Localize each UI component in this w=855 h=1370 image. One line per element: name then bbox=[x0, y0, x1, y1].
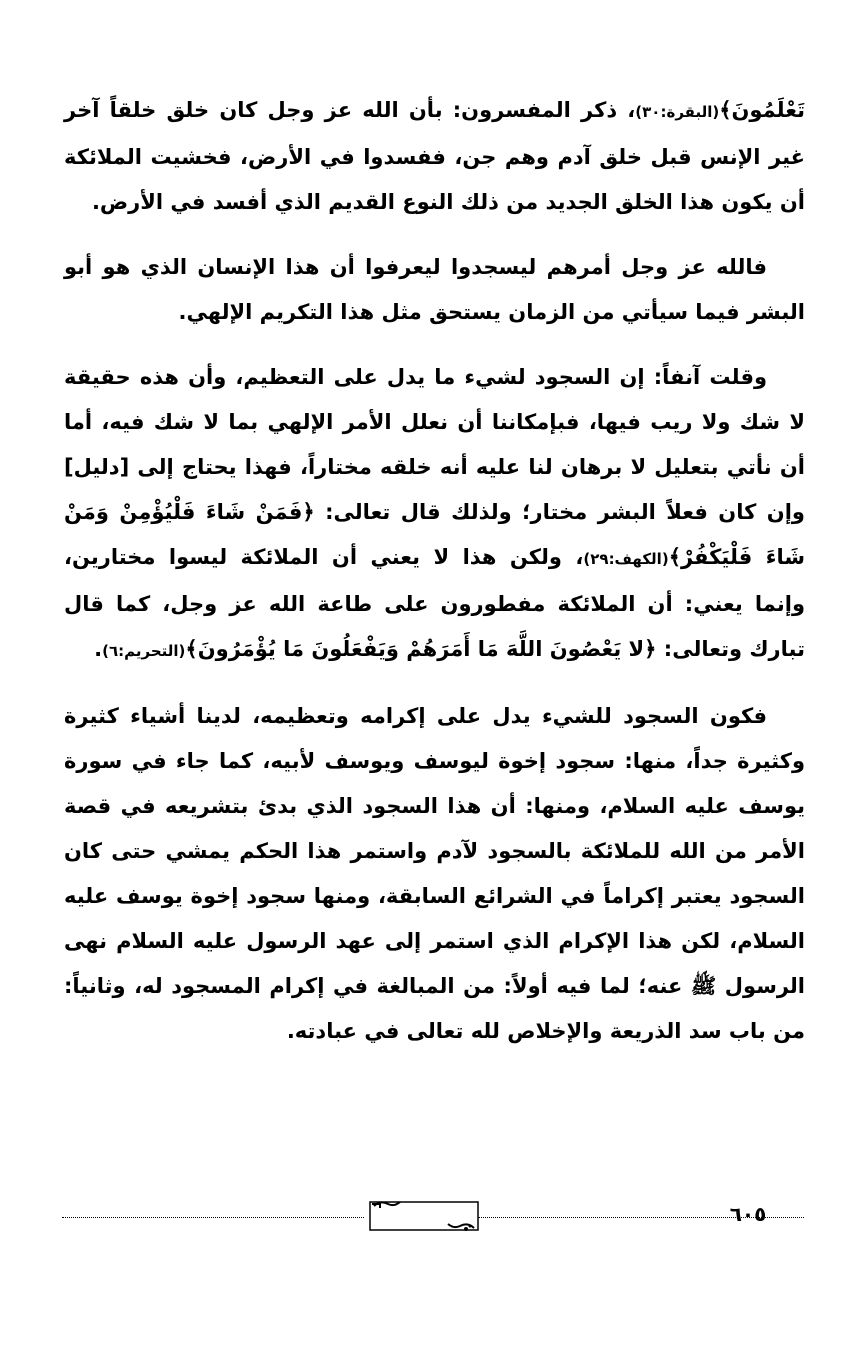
page-number: ٦٠٥ bbox=[729, 1202, 767, 1226]
verse-reference: (الكهف:٢٩) bbox=[583, 550, 669, 568]
paragraph bbox=[64, 88, 805, 225]
ornament-frame-icon bbox=[368, 1198, 480, 1234]
paragraph bbox=[64, 694, 805, 1054]
paragraph-text: ، ولكن هذا لا يعني أن الملائكة ليسوا مختارين، وإنما يعني: أن الملائكة مفطورون على طاعة الله عز وجل، كما قال تبارك وتعالى: bbox=[64, 545, 805, 661]
body-text bbox=[64, 88, 805, 1074]
paragraph-text: . bbox=[94, 637, 103, 661]
quran-verse: تَعْلَمُونَ﴾ bbox=[719, 98, 805, 122]
paragraph-text: فكون السجود للشيء يدل على إكرامه وتعظيمه، لدينا أشياء كثيرة وكثيرة جداً، منها: سجود إخوة ليوسف ويوسف لأبيه، كما جاء في سورة يوسف عليه السلام، ومنها: أن هذا السجود الذي بدئ بتشريعه في قصة الأمر من الله للملائكة بالسجود لآدم واستمر هذا الحكم يمشي حتى كان السجود يعتبر إكراماً في الشرائع السابقة، ومنها سجود إخوة يوسف عليه السلام، لكن هذا الإكرام الذي استمر إلى عهد الرسول عليه السلام نهى الرسول ﷺ عنه؛ لما فيه أولاً: من المبالغة في إكرام المسجود له، وثانياً: من باب سد الذريعة والإخلاص لله تعالى في عبادته. bbox=[64, 704, 805, 1043]
quran-verse: ﴿فَمَنْ شَاءَ فَلْيُؤْمِنْ وَمَنْ شَاءَ فَلْيَكْفُرْ﴾ bbox=[64, 500, 805, 569]
paragraph bbox=[64, 245, 805, 335]
verse-reference: (التحريم:٦) bbox=[102, 642, 186, 660]
paragraph-text: وقلت آنفاً: إن السجود لشيء ما يدل على التعظيم، وأن هذه حقيقة لا شك ولا ريب فيها، فبإمكاننا أن نعلل الأمر الإلهي بما لا شك فيه، أما أن نأتي بتعليل لا برهان لنا عليه أنه خلقه مختاراً، فهذا يحتاج إلى [دليل] وإن كان فعلاً البشر مختار؛ ولذلك قال تعالى: bbox=[64, 365, 805, 524]
paragraph bbox=[64, 355, 805, 674]
paragraph-text: فالله عز وجل أمرهم ليسجدوا ليعرفوا أن هذا الإنسان الذي هو أبو البشر فيما سيأتي من الزمان يستحق مثل هذا التكريم الإلهي. bbox=[64, 255, 805, 324]
quran-verse: ﴿لا يَعْصُونَ اللَّهَ مَا أَمَرَهُمْ وَيَفْعَلُونَ مَا يُؤْمَرُونَ﴾ bbox=[185, 637, 657, 661]
footer-rule-left bbox=[62, 1217, 364, 1218]
page-footer bbox=[62, 1196, 804, 1236]
paragraph-text: ، ذكر المفسرون: بأن الله عز وجل كان خلق خلقاً آخر غير الإنس قبل خلق آدم وهم جن، ففسدوا في الأرض، فخشيت الملائكة أن يكون هذا الخلق الجديد من ذلك النوع القديم الذي أفسد في الأرض. bbox=[64, 98, 805, 214]
verse-reference: (البقرة:٣٠) bbox=[635, 103, 720, 121]
